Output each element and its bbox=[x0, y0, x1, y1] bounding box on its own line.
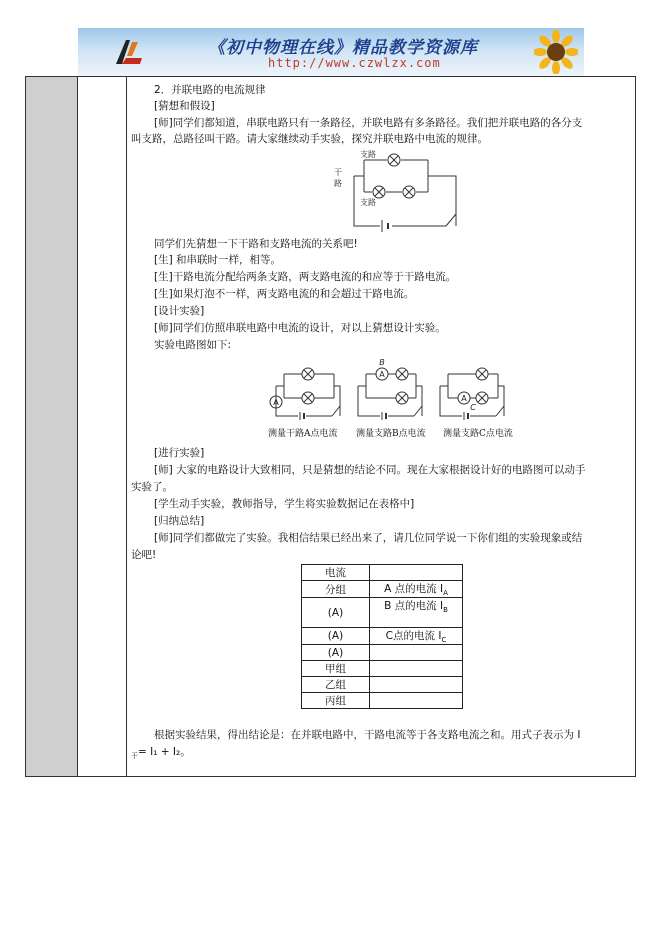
table-cell-group-3: 丙组 bbox=[302, 693, 370, 709]
diagram1-label-branch-bottom: 支路 bbox=[360, 198, 376, 207]
lesson-column-grey bbox=[25, 76, 78, 777]
student-action: [学生动手实验，教师指导，学生将实验数据记在表格中] bbox=[154, 498, 415, 510]
circuit-intro: 实验电路图如下: bbox=[154, 339, 232, 351]
student-answer-2: [生]干路电流分配给两条支路，两支路电流的和应等于干路电流。 bbox=[154, 271, 457, 283]
lesson-column-blank bbox=[77, 76, 127, 777]
teacher-intro-line1: [师]同学们都知道，串联电路只有一条路径，并联电路有多条路径。我们把并联电路的各分支 bbox=[154, 117, 583, 129]
table-cell-group-1: 甲组 bbox=[302, 661, 370, 677]
ammeter-b-label: A bbox=[379, 370, 385, 379]
guess-prompt: 同学们先猜想一下干路和支路电流的关系吧! bbox=[154, 238, 358, 250]
ammeter-c-label: A bbox=[461, 394, 467, 403]
table-cell-col-c bbox=[370, 628, 463, 645]
table-cell bbox=[370, 565, 463, 581]
conclusion-sub: 干 bbox=[131, 752, 138, 761]
conduct-text-line1: [师] 大家的电路设计大致相同，只是猜想的结论不同。现在大家根据设计好的电路图可以动手 bbox=[154, 464, 586, 476]
summary-text-line2: 论吧! bbox=[131, 549, 157, 561]
guess-heading: [猜想和假设] bbox=[154, 100, 215, 112]
conclusion-line2 bbox=[131, 745, 191, 763]
table-cell bbox=[370, 693, 463, 709]
table-row bbox=[302, 628, 463, 645]
caption-point-c: 测量支路C点电流 bbox=[443, 429, 513, 439]
results-table bbox=[301, 564, 463, 709]
table-cell-header: 电流 bbox=[302, 565, 370, 581]
teacher-intro-line2: 叫支路，总路径叫干路。请大家继续动手实验，探究并联电路中电流的规律。 bbox=[131, 133, 488, 145]
table-cell bbox=[370, 645, 463, 661]
ammeter-a-label: A bbox=[273, 398, 279, 407]
conduct-heading: [进行实验] bbox=[154, 447, 205, 459]
section-title: 2．并联电路的电流规律 bbox=[154, 84, 266, 96]
banner-url[interactable]: http://www.czwlzx.com bbox=[268, 56, 441, 70]
table-cell-unit-2: (A) bbox=[302, 628, 370, 645]
table-row bbox=[302, 581, 463, 598]
conduct-text-line2: 实验了。 bbox=[131, 481, 173, 493]
caption-point-b: 测量支路B点电流 bbox=[356, 429, 426, 439]
table-row bbox=[302, 693, 463, 709]
col-a-sub: A bbox=[443, 589, 448, 598]
diagram1-label-branch-top: 支路 bbox=[360, 150, 376, 159]
diagram1-label-trunk-1: 干 bbox=[334, 168, 342, 177]
table-cell-unit-3: (A) bbox=[302, 645, 370, 661]
student-answer-1: [生] 和串联时一样，相等。 bbox=[154, 254, 282, 266]
table-row bbox=[302, 677, 463, 693]
table-cell-unit-1: (A) bbox=[302, 598, 370, 628]
banner-title: 《初中物理在线》精品教学资源库 bbox=[208, 38, 478, 58]
table-cell-col-b bbox=[370, 598, 463, 628]
sunflower-icon bbox=[534, 30, 578, 74]
table-cell bbox=[370, 661, 463, 677]
conclusion-formula: = I₁ + I₂。 bbox=[138, 746, 191, 758]
table-row bbox=[302, 565, 463, 581]
parallel-circuit-diagram bbox=[320, 148, 468, 234]
summary-heading: [归纳总结] bbox=[154, 515, 205, 527]
col-b-label: B 点的电流 I bbox=[384, 600, 444, 613]
site-logo-icon bbox=[110, 34, 148, 72]
table-row bbox=[302, 598, 463, 628]
table-row bbox=[302, 661, 463, 677]
caption-point-a: 测量干路A点电流 bbox=[268, 429, 338, 439]
col-c-label: C点的电流 I bbox=[385, 630, 442, 643]
diagram1-label-trunk-2: 路 bbox=[334, 179, 342, 188]
conclusion-line1: 根据实验结果，得出结论是：在并联电路中，干路电流等于各支路电流之和。用式子表示为 I bbox=[154, 729, 581, 741]
design-heading: [设计实验] bbox=[154, 305, 205, 317]
col-a-label: A 点的电流 I bbox=[384, 583, 444, 595]
table-cell-group-label: 分组 bbox=[302, 581, 370, 598]
table-cell-col-a bbox=[370, 581, 463, 598]
student-answer-3: [生]如果灯泡不一样，两支路电流的和会超过干路电流。 bbox=[154, 288, 415, 300]
design-text: [师]同学们仿照串联电路中电流的设计，对以上猜想设计实验。 bbox=[154, 322, 446, 334]
table-cell bbox=[370, 677, 463, 693]
table-row bbox=[302, 645, 463, 661]
point-c-label: C bbox=[470, 403, 476, 412]
table-cell-group-2: 乙组 bbox=[302, 677, 370, 693]
point-b-label: B bbox=[379, 358, 385, 367]
col-b-sub: B bbox=[443, 606, 448, 615]
col-c-sub: C bbox=[441, 636, 447, 645]
header-banner bbox=[78, 28, 584, 76]
summary-text-line1: [师]同学们都做完了实验。我相信结果已经出来了，请几位同学说一下你们组的实验现象或结 bbox=[154, 532, 583, 544]
measurement-circuits-diagram bbox=[262, 358, 526, 424]
